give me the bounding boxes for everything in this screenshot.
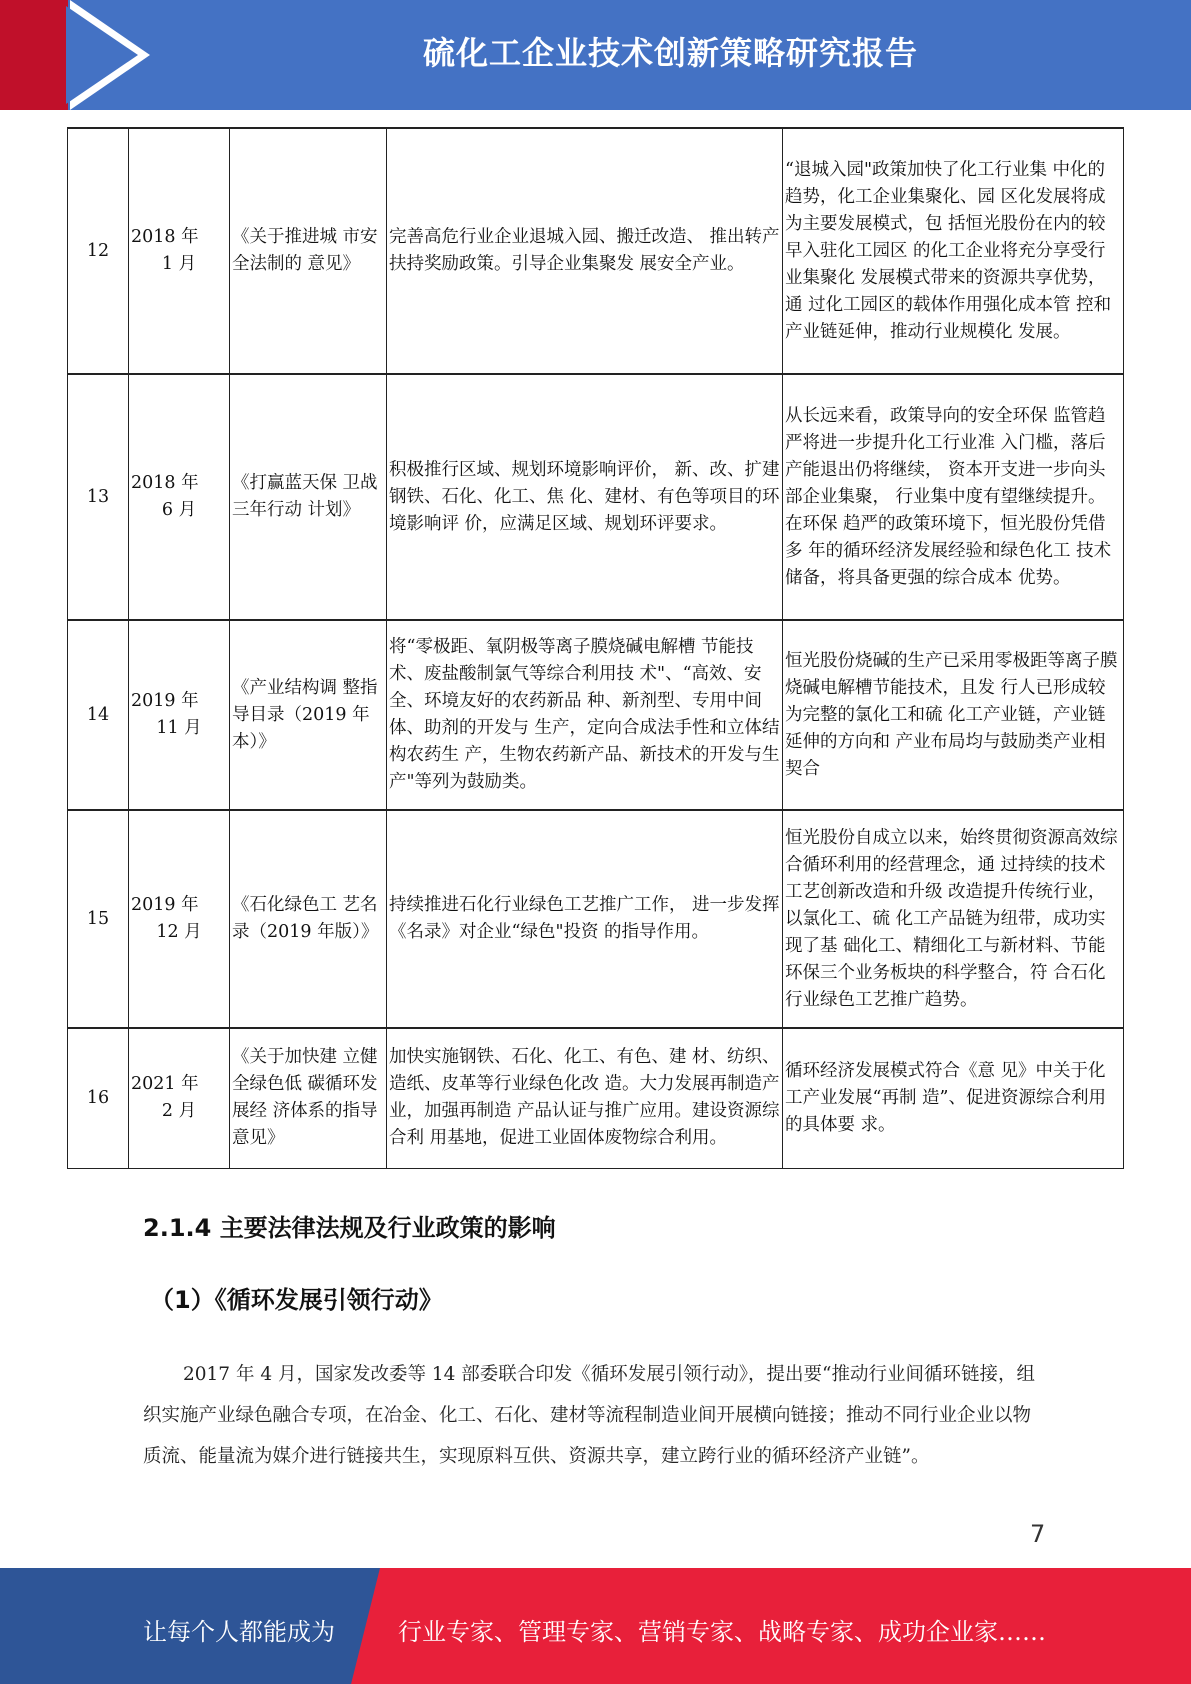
page-number: 7 xyxy=(1030,1520,1046,1548)
policy-content: 加快实施钢铁、石化、化工、有色、建 材、纺织、造纸、皮革等行业绿色化改 造。大力发展再制造产业，加强再制造 产品认证与推广应用。建设资源综合利 用基地，促进工业固体废物综合利用。 xyxy=(387,1028,783,1168)
policy-name: 《关于推进城 市安全法制的 意见》 xyxy=(230,128,387,374)
page-header xyxy=(0,0,1191,110)
table-row xyxy=(68,1028,1124,1168)
row-date xyxy=(129,810,230,1028)
policy-impact: 恒光股份烧碱的生产已采用零极距等离子膜烧碱电解槽节能技术，且发 行人已形成较为完整的氯化工和硫 化工产业链，产业链延伸的方向和 产业布局均与鼓励类产业相契合 xyxy=(783,620,1124,810)
policy-impact: 从长远来看，政策导向的安全环保 监管趋严将进一步提升化工行业准 入门槛，落后产能退出仍将继续， 资本开支进一步向头部企业集聚， 行业集中度有望继续提升。在环保 趋严的政策环境下，恒光股份凭借多 年的循环经济发展经验和绿色化工 技术储备，将具备更强的综合成本 优势。 xyxy=(783,374,1124,620)
row-date xyxy=(129,1028,230,1168)
footer-slogan-left: 让每个人都能成为 xyxy=(143,1618,335,1646)
row-date-year: 2019 年 xyxy=(131,691,199,711)
policy-content: 积极推行区域、规划环境影响评价， 新、改、扩建钢铁、石化、化工、焦 化、建材、有色等项目的环境影响评 价，应满足区域、规划环评要求。 xyxy=(387,374,783,620)
body-paragraph: 2017 年 4 月，国家发改委等 14 部委联合印发《循环发展引领行动》，提出要“推动行业间循环链接，组织实施产业绿色融合专项，在冶金、化工、石化、建材等流程制造业间开展横向链接；推动不同行业企业以物质流、能量流为媒介进行链接共生，实现原料互供、资源共享，建立跨行业的循环经济产业链”。 xyxy=(143,1364,1036,1467)
table-row xyxy=(68,620,1124,810)
policy-table xyxy=(67,127,1124,1169)
report-title: 硫化工企业技术创新策略研究报告 xyxy=(422,34,918,72)
row-date-year: 2021 年 xyxy=(131,1074,199,1095)
footer-slogan-right: 行业专家、管理专家、营销专家、战略专家、成功企业家…… xyxy=(398,1618,1046,1646)
row-date-month: 12 月 xyxy=(156,922,202,942)
row-date-month: 6 月 xyxy=(161,500,197,520)
policy-name: 《产业结构调 整指导目录（2019 年本）》 xyxy=(230,620,387,810)
row-number: 13 xyxy=(68,374,129,620)
row-date-year: 2019 年 xyxy=(131,895,199,915)
row-number: 15 xyxy=(68,810,129,1028)
policy-impact: “退城入园"政策加快了化工行业集 中化的趋势，化工企业集聚化、园 区化发展将成为主要发展模式，包 括恒光股份在内的较早入驻化工园区 的化工企业将充分享受行业集聚化 发展模式带来的资源共享优势，通 过化工园区的载体作用强化成本管 控和产业链延伸，推动行业规模化 发展。 xyxy=(783,128,1124,374)
policy-table-body xyxy=(68,128,1124,1168)
policy-content: 持续推进石化行业绿色工艺推广工作， 进一步发挥《名录》对企业“绿色"投资 的指导作用。 xyxy=(387,810,783,1028)
row-number: 14 xyxy=(68,620,129,810)
header-red-block xyxy=(0,0,68,110)
policy-content: 将“零极距、氧阴极等离子膜烧碱电解槽 节能技术、废盐酸制氯气等综合利用技 术"、“高效、安全、环境友好的农药新品 种、新剂型、专用中间体、助剂的开发与 生产，定向合成法手性和立体结构农药生 产，生物农药新产品、新技术的开发与生 产"等列为鼓励类。 xyxy=(387,620,783,810)
policy-content: 完善高危行业企业退城入园、搬迁改造、 推出转产扶持奖励政策。引导企业集聚发 展安全产业。 xyxy=(387,128,783,374)
row-date xyxy=(129,620,230,810)
row-date-year: 2018 年 xyxy=(131,227,199,247)
row-number: 12 xyxy=(68,128,129,374)
table-row xyxy=(68,810,1124,1028)
row-date xyxy=(129,128,230,374)
policy-name: 《石化绿色工 艺名录（2019 年版）》 xyxy=(230,810,387,1028)
table-row xyxy=(68,128,1124,374)
table-row xyxy=(68,374,1124,620)
row-date-month: 2 月 xyxy=(161,1101,197,1122)
section-heading: 2.1.4 主要法律法规及行业政策的影响 xyxy=(143,1214,556,1242)
page-footer xyxy=(0,1568,1191,1684)
row-date-year: 2018 年 xyxy=(131,473,199,493)
header-chevron-inner xyxy=(66,6,138,104)
subsection-heading: （1）《循环发展引领行动》 xyxy=(150,1286,443,1314)
row-date-month: 11 月 xyxy=(156,718,202,738)
row-date xyxy=(129,374,230,620)
row-date-month: 1 月 xyxy=(161,254,197,274)
policy-impact: 循环经济发展模式符合《意 见》中关于化工产业发展“再制 造”、促进资源综合利用的具体要 求。 xyxy=(783,1028,1124,1168)
policy-name: 《打赢蓝天保 卫战三年行动 计划》 xyxy=(230,374,387,620)
policy-name: 《关于加快建 立健全绿色低 碳循环发展经 济体系的指导 意见》 xyxy=(230,1028,387,1168)
row-number: 16 xyxy=(68,1028,129,1168)
policy-impact: 恒光股份自成立以来，始终贯彻资源高效综合循环利用的经营理念，通 过持续的技术工艺创新改造和升级 改造提升传统行业，以氯化工、硫 化工产品链为纽带，成功实现了基 础化工、精细化工与新材料、节能 环保三个业务板块的科学整合，符 合石化行业绿色工艺推广趋势。 xyxy=(783,810,1124,1028)
